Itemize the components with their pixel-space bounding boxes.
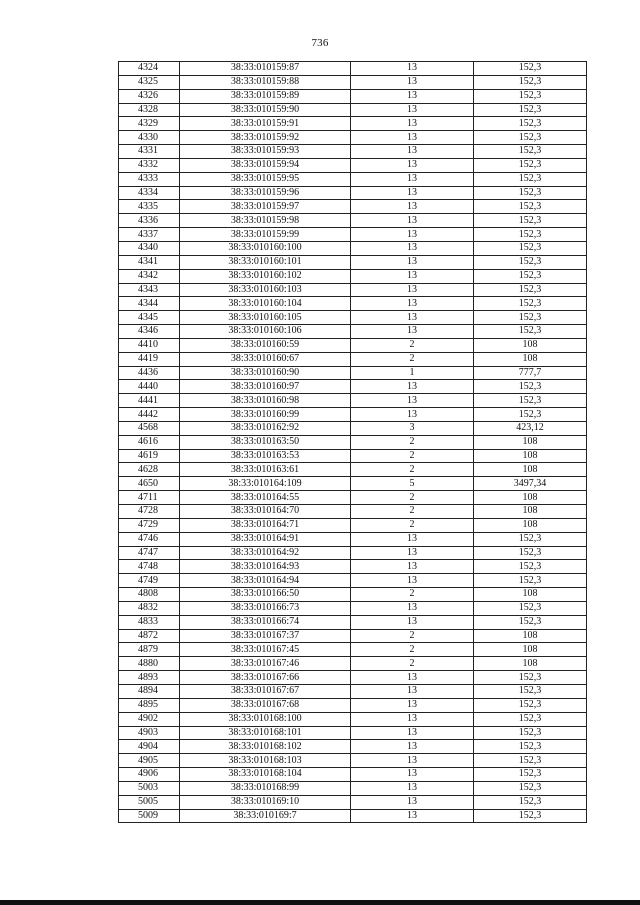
cadastral-number-cell: 38:33:010167:66 bbox=[180, 671, 351, 685]
cadastral-number-cell: 38:33:010168:100 bbox=[180, 712, 351, 726]
area-cell: 152,3 bbox=[474, 62, 587, 76]
count-cell: 13 bbox=[351, 200, 474, 214]
row-number-cell: 4328 bbox=[119, 103, 180, 117]
count-cell: 13 bbox=[351, 754, 474, 768]
count-cell: 13 bbox=[351, 117, 474, 131]
cadastral-number-cell: 38:33:010164:109 bbox=[180, 477, 351, 491]
cadastral-number-cell: 38:33:010159:87 bbox=[180, 62, 351, 76]
row-number-cell: 4879 bbox=[119, 643, 180, 657]
table-row bbox=[119, 781, 587, 795]
cadastral-number-cell: 38:33:010159:97 bbox=[180, 200, 351, 214]
count-cell: 13 bbox=[351, 255, 474, 269]
table-row bbox=[119, 408, 587, 422]
area-cell: 423,12 bbox=[474, 421, 587, 435]
area-cell: 108 bbox=[474, 657, 587, 671]
cadastral-number-cell: 38:33:010167:46 bbox=[180, 657, 351, 671]
table-row bbox=[119, 172, 587, 186]
table-row bbox=[119, 684, 587, 698]
row-number-cell: 4344 bbox=[119, 297, 180, 311]
area-cell: 152,3 bbox=[474, 684, 587, 698]
cadastral-number-cell: 38:33:010164:70 bbox=[180, 505, 351, 519]
cadastral-number-cell: 38:33:010164:91 bbox=[180, 532, 351, 546]
area-cell: 152,3 bbox=[474, 809, 587, 823]
area-cell: 108 bbox=[474, 518, 587, 532]
count-cell: 13 bbox=[351, 726, 474, 740]
row-number-cell: 4711 bbox=[119, 491, 180, 505]
cadastral-number-cell: 38:33:010160:100 bbox=[180, 241, 351, 255]
count-cell: 13 bbox=[351, 214, 474, 228]
area-cell: 152,3 bbox=[474, 103, 587, 117]
cadastral-number-cell: 38:33:010160:67 bbox=[180, 352, 351, 366]
row-number-cell: 4330 bbox=[119, 131, 180, 145]
row-number-cell: 4568 bbox=[119, 421, 180, 435]
row-number-cell: 4331 bbox=[119, 145, 180, 159]
table-row bbox=[119, 449, 587, 463]
row-number-cell: 4749 bbox=[119, 574, 180, 588]
count-cell: 13 bbox=[351, 228, 474, 242]
table-row bbox=[119, 241, 587, 255]
count-cell: 13 bbox=[351, 311, 474, 325]
count-cell: 2 bbox=[351, 435, 474, 449]
cadastral-number-cell: 38:33:010162:92 bbox=[180, 421, 351, 435]
count-cell: 2 bbox=[351, 352, 474, 366]
cadastral-number-cell: 38:33:010168:104 bbox=[180, 768, 351, 782]
area-cell: 152,3 bbox=[474, 754, 587, 768]
row-number-cell: 4419 bbox=[119, 352, 180, 366]
count-cell: 13 bbox=[351, 62, 474, 76]
row-number-cell: 4650 bbox=[119, 477, 180, 491]
table-row bbox=[119, 421, 587, 435]
table-row bbox=[119, 754, 587, 768]
count-cell: 13 bbox=[351, 712, 474, 726]
cadastral-number-cell: 38:33:010160:90 bbox=[180, 366, 351, 380]
area-cell: 152,3 bbox=[474, 574, 587, 588]
count-cell: 1 bbox=[351, 366, 474, 380]
cadastral-number-cell: 38:33:010166:74 bbox=[180, 615, 351, 629]
area-cell: 108 bbox=[474, 449, 587, 463]
table-row bbox=[119, 394, 587, 408]
row-number-cell: 4902 bbox=[119, 712, 180, 726]
count-cell: 13 bbox=[351, 283, 474, 297]
area-cell: 152,3 bbox=[474, 532, 587, 546]
cadastral-number-cell: 38:33:010168:101 bbox=[180, 726, 351, 740]
row-number-cell: 5009 bbox=[119, 809, 180, 823]
row-number-cell: 4893 bbox=[119, 671, 180, 685]
cadastral-number-cell: 38:33:010169:10 bbox=[180, 795, 351, 809]
cadastral-number-cell: 38:33:010164:92 bbox=[180, 546, 351, 560]
row-number-cell: 4872 bbox=[119, 629, 180, 643]
count-cell: 13 bbox=[351, 671, 474, 685]
cadastral-number-cell: 38:33:010159:91 bbox=[180, 117, 351, 131]
row-number-cell: 4326 bbox=[119, 89, 180, 103]
area-cell: 152,3 bbox=[474, 145, 587, 159]
table-container bbox=[118, 61, 587, 823]
count-cell: 13 bbox=[351, 601, 474, 615]
row-number-cell: 4336 bbox=[119, 214, 180, 228]
count-cell: 13 bbox=[351, 380, 474, 394]
row-number-cell: 4619 bbox=[119, 449, 180, 463]
cadastral-number-cell: 38:33:010164:93 bbox=[180, 560, 351, 574]
cadastral-number-cell: 38:33:010164:71 bbox=[180, 518, 351, 532]
area-cell: 152,3 bbox=[474, 131, 587, 145]
count-cell: 13 bbox=[351, 394, 474, 408]
table-row bbox=[119, 186, 587, 200]
cadastral-number-cell: 38:33:010160:101 bbox=[180, 255, 351, 269]
area-cell: 152,3 bbox=[474, 615, 587, 629]
table-row bbox=[119, 477, 587, 491]
area-cell: 152,3 bbox=[474, 768, 587, 782]
area-cell: 152,3 bbox=[474, 325, 587, 339]
area-cell: 108 bbox=[474, 435, 587, 449]
count-cell: 13 bbox=[351, 158, 474, 172]
count-cell: 13 bbox=[351, 768, 474, 782]
count-cell: 13 bbox=[351, 546, 474, 560]
area-cell: 3497,34 bbox=[474, 477, 587, 491]
cadastral-number-cell: 38:33:010160:103 bbox=[180, 283, 351, 297]
count-cell: 2 bbox=[351, 463, 474, 477]
cadastral-number-cell: 38:33:010160:97 bbox=[180, 380, 351, 394]
row-number-cell: 4894 bbox=[119, 684, 180, 698]
count-cell: 2 bbox=[351, 588, 474, 602]
table-row bbox=[119, 89, 587, 103]
cadastral-number-cell: 38:33:010160:106 bbox=[180, 325, 351, 339]
cadastral-number-cell: 38:33:010159:89 bbox=[180, 89, 351, 103]
row-number-cell: 4895 bbox=[119, 698, 180, 712]
table-row bbox=[119, 615, 587, 629]
area-cell: 152,3 bbox=[474, 408, 587, 422]
area-cell: 152,3 bbox=[474, 200, 587, 214]
row-number-cell: 4808 bbox=[119, 588, 180, 602]
count-cell: 2 bbox=[351, 643, 474, 657]
table-row bbox=[119, 518, 587, 532]
row-number-cell: 4340 bbox=[119, 241, 180, 255]
row-number-cell: 4342 bbox=[119, 269, 180, 283]
scan-bottom-edge bbox=[0, 900, 640, 905]
cadastral-number-cell: 38:33:010159:93 bbox=[180, 145, 351, 159]
cadastral-number-cell: 38:33:010160:104 bbox=[180, 297, 351, 311]
area-cell: 108 bbox=[474, 588, 587, 602]
count-cell: 13 bbox=[351, 325, 474, 339]
row-number-cell: 4410 bbox=[119, 338, 180, 352]
count-cell: 13 bbox=[351, 795, 474, 809]
table-row bbox=[119, 103, 587, 117]
table-row bbox=[119, 463, 587, 477]
row-number-cell: 4628 bbox=[119, 463, 180, 477]
row-number-cell: 4441 bbox=[119, 394, 180, 408]
cadastral-number-cell: 38:33:010167:67 bbox=[180, 684, 351, 698]
count-cell: 13 bbox=[351, 172, 474, 186]
table-row bbox=[119, 712, 587, 726]
count-cell: 2 bbox=[351, 449, 474, 463]
cadastral-number-cell: 38:33:010159:95 bbox=[180, 172, 351, 186]
count-cell: 13 bbox=[351, 740, 474, 754]
table-row bbox=[119, 768, 587, 782]
row-number-cell: 4334 bbox=[119, 186, 180, 200]
row-number-cell: 4335 bbox=[119, 200, 180, 214]
row-number-cell: 4903 bbox=[119, 726, 180, 740]
area-cell: 152,3 bbox=[474, 228, 587, 242]
table-row bbox=[119, 491, 587, 505]
count-cell: 13 bbox=[351, 574, 474, 588]
count-cell: 13 bbox=[351, 75, 474, 89]
table-row bbox=[119, 671, 587, 685]
table-row bbox=[119, 740, 587, 754]
area-cell: 108 bbox=[474, 505, 587, 519]
cadastral-number-cell: 38:33:010168:99 bbox=[180, 781, 351, 795]
table-row bbox=[119, 795, 587, 809]
area-cell: 152,3 bbox=[474, 186, 587, 200]
row-number-cell: 4345 bbox=[119, 311, 180, 325]
cadastral-number-cell: 38:33:010159:92 bbox=[180, 131, 351, 145]
count-cell: 13 bbox=[351, 297, 474, 311]
row-number-cell: 4325 bbox=[119, 75, 180, 89]
cadastral-number-cell: 38:33:010160:98 bbox=[180, 394, 351, 408]
area-cell: 152,3 bbox=[474, 560, 587, 574]
count-cell: 13 bbox=[351, 781, 474, 795]
count-cell: 2 bbox=[351, 657, 474, 671]
row-number-cell: 4324 bbox=[119, 62, 180, 76]
count-cell: 2 bbox=[351, 505, 474, 519]
row-number-cell: 4333 bbox=[119, 172, 180, 186]
count-cell: 13 bbox=[351, 684, 474, 698]
table-row bbox=[119, 214, 587, 228]
table-row bbox=[119, 131, 587, 145]
count-cell: 2 bbox=[351, 629, 474, 643]
cadastral-number-cell: 38:33:010159:96 bbox=[180, 186, 351, 200]
area-cell: 152,3 bbox=[474, 380, 587, 394]
cadastral-number-cell: 38:33:010167:68 bbox=[180, 698, 351, 712]
cadastral-number-cell: 38:33:010167:37 bbox=[180, 629, 351, 643]
count-cell: 13 bbox=[351, 615, 474, 629]
cadastral-number-cell: 38:33:010164:55 bbox=[180, 491, 351, 505]
cadastral-number-cell: 38:33:010163:61 bbox=[180, 463, 351, 477]
table-row bbox=[119, 588, 587, 602]
area-cell: 152,3 bbox=[474, 75, 587, 89]
table-row bbox=[119, 62, 587, 76]
table-row bbox=[119, 629, 587, 643]
area-cell: 152,3 bbox=[474, 601, 587, 615]
count-cell: 13 bbox=[351, 145, 474, 159]
count-cell: 13 bbox=[351, 103, 474, 117]
cadastral-number-cell: 38:33:010159:99 bbox=[180, 228, 351, 242]
table-row bbox=[119, 532, 587, 546]
row-number-cell: 4343 bbox=[119, 283, 180, 297]
area-cell: 152,3 bbox=[474, 269, 587, 283]
row-number-cell: 4332 bbox=[119, 158, 180, 172]
table-row bbox=[119, 505, 587, 519]
table-row bbox=[119, 574, 587, 588]
table-row bbox=[119, 255, 587, 269]
area-cell: 108 bbox=[474, 463, 587, 477]
row-number-cell: 4746 bbox=[119, 532, 180, 546]
count-cell: 13 bbox=[351, 269, 474, 283]
row-number-cell: 4905 bbox=[119, 754, 180, 768]
row-number-cell: 4329 bbox=[119, 117, 180, 131]
table-row bbox=[119, 601, 587, 615]
table-row bbox=[119, 297, 587, 311]
area-cell: 152,3 bbox=[474, 671, 587, 685]
table-row bbox=[119, 200, 587, 214]
area-cell: 152,3 bbox=[474, 740, 587, 754]
area-cell: 152,3 bbox=[474, 311, 587, 325]
cadastral-number-cell: 38:33:010160:102 bbox=[180, 269, 351, 283]
area-cell: 152,3 bbox=[474, 712, 587, 726]
area-cell: 152,3 bbox=[474, 394, 587, 408]
count-cell: 13 bbox=[351, 408, 474, 422]
count-cell: 13 bbox=[351, 698, 474, 712]
table-row bbox=[119, 546, 587, 560]
cadastral-number-cell: 38:33:010160:105 bbox=[180, 311, 351, 325]
area-cell: 152,3 bbox=[474, 726, 587, 740]
area-cell: 108 bbox=[474, 629, 587, 643]
count-cell: 5 bbox=[351, 477, 474, 491]
area-cell: 152,3 bbox=[474, 546, 587, 560]
count-cell: 2 bbox=[351, 338, 474, 352]
area-cell: 152,3 bbox=[474, 255, 587, 269]
area-cell: 152,3 bbox=[474, 89, 587, 103]
table-row bbox=[119, 380, 587, 394]
table-row bbox=[119, 228, 587, 242]
count-cell: 13 bbox=[351, 186, 474, 200]
row-number-cell: 4906 bbox=[119, 768, 180, 782]
row-number-cell: 4341 bbox=[119, 255, 180, 269]
area-cell: 152,3 bbox=[474, 781, 587, 795]
cadastral-number-cell: 38:33:010166:50 bbox=[180, 588, 351, 602]
row-number-cell: 4728 bbox=[119, 505, 180, 519]
table-row bbox=[119, 809, 587, 823]
table-row bbox=[119, 158, 587, 172]
table-row bbox=[119, 657, 587, 671]
cadastral-number-cell: 38:33:010159:98 bbox=[180, 214, 351, 228]
cadastral-number-cell: 38:33:010163:53 bbox=[180, 449, 351, 463]
row-number-cell: 4616 bbox=[119, 435, 180, 449]
count-cell: 13 bbox=[351, 560, 474, 574]
table-row bbox=[119, 269, 587, 283]
table-row bbox=[119, 325, 587, 339]
cadastral-number-cell: 38:33:010166:73 bbox=[180, 601, 351, 615]
row-number-cell: 5005 bbox=[119, 795, 180, 809]
table-row bbox=[119, 643, 587, 657]
table-row bbox=[119, 352, 587, 366]
cadastral-number-cell: 38:33:010169:7 bbox=[180, 809, 351, 823]
area-cell: 152,3 bbox=[474, 158, 587, 172]
cadastral-number-cell: 38:33:010163:50 bbox=[180, 435, 351, 449]
row-number-cell: 4346 bbox=[119, 325, 180, 339]
area-cell: 152,3 bbox=[474, 283, 587, 297]
row-number-cell: 4442 bbox=[119, 408, 180, 422]
table-row bbox=[119, 698, 587, 712]
area-cell: 108 bbox=[474, 643, 587, 657]
table-row bbox=[119, 145, 587, 159]
area-cell: 108 bbox=[474, 491, 587, 505]
table-row bbox=[119, 283, 587, 297]
table-row bbox=[119, 726, 587, 740]
table-body bbox=[119, 62, 587, 823]
area-cell: 152,3 bbox=[474, 297, 587, 311]
count-cell: 13 bbox=[351, 532, 474, 546]
area-cell: 152,3 bbox=[474, 795, 587, 809]
area-cell: 777,7 bbox=[474, 366, 587, 380]
area-cell: 152,3 bbox=[474, 698, 587, 712]
cadastral-number-cell: 38:33:010167:45 bbox=[180, 643, 351, 657]
data-table bbox=[118, 61, 587, 823]
row-number-cell: 4747 bbox=[119, 546, 180, 560]
cadastral-number-cell: 38:33:010160:99 bbox=[180, 408, 351, 422]
row-number-cell: 5003 bbox=[119, 781, 180, 795]
cadastral-number-cell: 38:33:010159:90 bbox=[180, 103, 351, 117]
table-row bbox=[119, 338, 587, 352]
cadastral-number-cell: 38:33:010168:103 bbox=[180, 754, 351, 768]
table-row bbox=[119, 366, 587, 380]
area-cell: 152,3 bbox=[474, 117, 587, 131]
cadastral-number-cell: 38:33:010159:88 bbox=[180, 75, 351, 89]
count-cell: 13 bbox=[351, 89, 474, 103]
row-number-cell: 4440 bbox=[119, 380, 180, 394]
table-row bbox=[119, 435, 587, 449]
row-number-cell: 4832 bbox=[119, 601, 180, 615]
area-cell: 108 bbox=[474, 338, 587, 352]
row-number-cell: 4904 bbox=[119, 740, 180, 754]
table-row bbox=[119, 311, 587, 325]
count-cell: 3 bbox=[351, 421, 474, 435]
row-number-cell: 4833 bbox=[119, 615, 180, 629]
cadastral-number-cell: 38:33:010160:59 bbox=[180, 338, 351, 352]
table-row bbox=[119, 75, 587, 89]
count-cell: 2 bbox=[351, 491, 474, 505]
count-cell: 13 bbox=[351, 241, 474, 255]
page-number: 736 bbox=[311, 37, 329, 49]
count-cell: 13 bbox=[351, 131, 474, 145]
row-number-cell: 4436 bbox=[119, 366, 180, 380]
area-cell: 152,3 bbox=[474, 241, 587, 255]
area-cell: 108 bbox=[474, 352, 587, 366]
cadastral-number-cell: 38:33:010164:94 bbox=[180, 574, 351, 588]
row-number-cell: 4880 bbox=[119, 657, 180, 671]
row-number-cell: 4748 bbox=[119, 560, 180, 574]
area-cell: 152,3 bbox=[474, 214, 587, 228]
area-cell: 152,3 bbox=[474, 172, 587, 186]
table-row bbox=[119, 117, 587, 131]
count-cell: 2 bbox=[351, 518, 474, 532]
row-number-cell: 4729 bbox=[119, 518, 180, 532]
cadastral-number-cell: 38:33:010168:102 bbox=[180, 740, 351, 754]
count-cell: 13 bbox=[351, 809, 474, 823]
cadastral-number-cell: 38:33:010159:94 bbox=[180, 158, 351, 172]
table-row bbox=[119, 560, 587, 574]
row-number-cell: 4337 bbox=[119, 228, 180, 242]
